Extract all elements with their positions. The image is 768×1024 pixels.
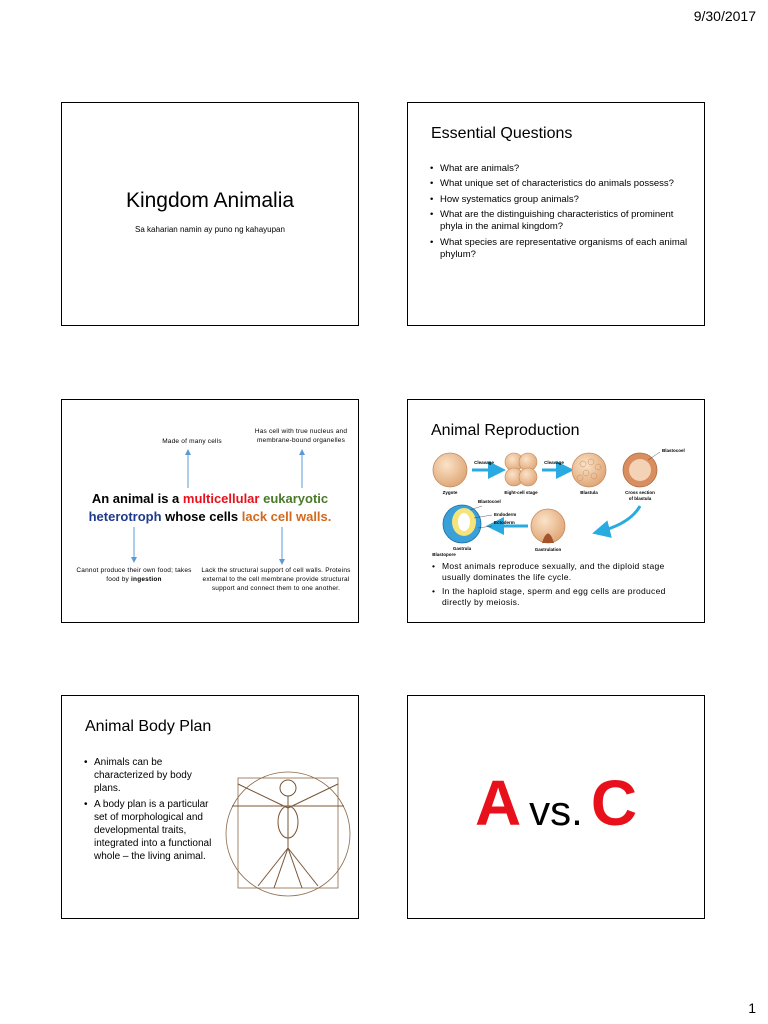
term-multicellular: multicellular [182,491,260,506]
label-blastopore: Blastopore [432,552,456,557]
slide-animal-reproduction [407,399,705,623]
slide-animal-definition [61,399,359,623]
label-of-blastula: of blastula [628,496,652,501]
vs-text: vs. [529,787,583,834]
letter-c: C [590,767,638,839]
page-number: 1 [748,1000,756,1016]
slide-animal-body-plan [61,695,359,919]
list-item: • Animals can be characterized by body plans. [84,756,212,795]
slide-kingdom-animalia [61,102,359,326]
label-cross-section: Cross section [625,490,655,495]
slide-title: Kingdom Animalia [125,189,295,212]
label-zygote: Zygote [442,490,458,495]
list-item: • What are animals? [430,163,692,175]
animal-definition-statement [72,490,348,526]
slide-title: Animal Reproduction [431,422,580,439]
label-cleavage-2: Cleavage [544,460,564,465]
term-eukaryotic: eukaryotic [263,491,329,506]
list-item: • In the haploid stage, sperm and egg cells are produced directly by meiosis. [432,586,694,608]
label-gastrula: Gastrula [452,546,472,551]
label-eukaryotic: Has cell with true nucleus and membrane-bound organelles [254,428,348,444]
label-blastocoel-top: Blastocoel [662,448,685,453]
label-blastula: Blastula [580,490,598,495]
list-item: • What are the distinguishing characteristics of prominent phyla in the animal kingdom? [430,209,692,234]
statement-text: An animal is a [91,491,183,506]
list-item: • Most animals reproduce sexually, and the diploid stage usually dominates the life cycle. [432,561,694,583]
label-emphasis: ingestion [131,575,162,583]
label-cleavage-1: Cleavage [474,460,494,465]
label-ectoderm: Ectoderm [494,520,515,525]
label-eight-cell: Eight-cell stage [504,490,538,495]
arrow-to-gastrulation [598,506,640,532]
slide-a-vs-c [407,695,705,919]
eight-cell-stage [505,453,537,486]
print-date: 9/30/2017 [693,8,756,24]
label-heterotroph [76,567,192,585]
statement-text: whose cells [161,509,242,525]
term-heterotroph: heterotroph [88,509,162,525]
question-list [430,163,692,264]
slide-essential-questions [407,102,705,326]
slide-subtitle: Sa kaharian namin ay puno ng kahayupan [135,225,285,234]
label-lack-walls: Lack the structural support of cell walls. Proteins external to the cell membrane provide structural support and connect them to one another. [201,567,351,592]
label-text: Cannot produce their own food; takes food by [76,567,192,583]
list-item: • What species are representative organisms of each animal phylum? [430,237,692,262]
list-item: • How systematics group animals? [430,194,692,206]
label-endoderm: Endoderm [494,512,517,517]
blastula [572,453,606,487]
a-vs-c-heading [408,766,704,840]
gastrulation-embryo [531,509,565,543]
list-item: • A body plan is a particular set of morphological and developmental traits, integrated into a functional whole – the living animal. [84,798,212,863]
vitruvian-man-illustration [218,756,358,906]
slide-title: Essential Questions [431,125,573,142]
zygote-cell [433,453,467,487]
reproduction-bullets [432,561,694,611]
label-multicellular: Made of many cells [162,438,222,445]
slide-title: Animal Body Plan [85,718,212,735]
list-item: • What unique set of characteristics do animals possess? [430,178,692,190]
label-blastocoel-mid: Blastocoel [478,499,501,504]
letter-a: A [474,767,522,839]
label-gastrulation: Gastrulation [534,547,562,552]
term-lack-cell-walls: lack cell walls. [241,509,332,525]
body-plan-bullets [84,756,212,866]
blastula-cross-section [623,453,657,487]
gastrula [443,505,481,543]
